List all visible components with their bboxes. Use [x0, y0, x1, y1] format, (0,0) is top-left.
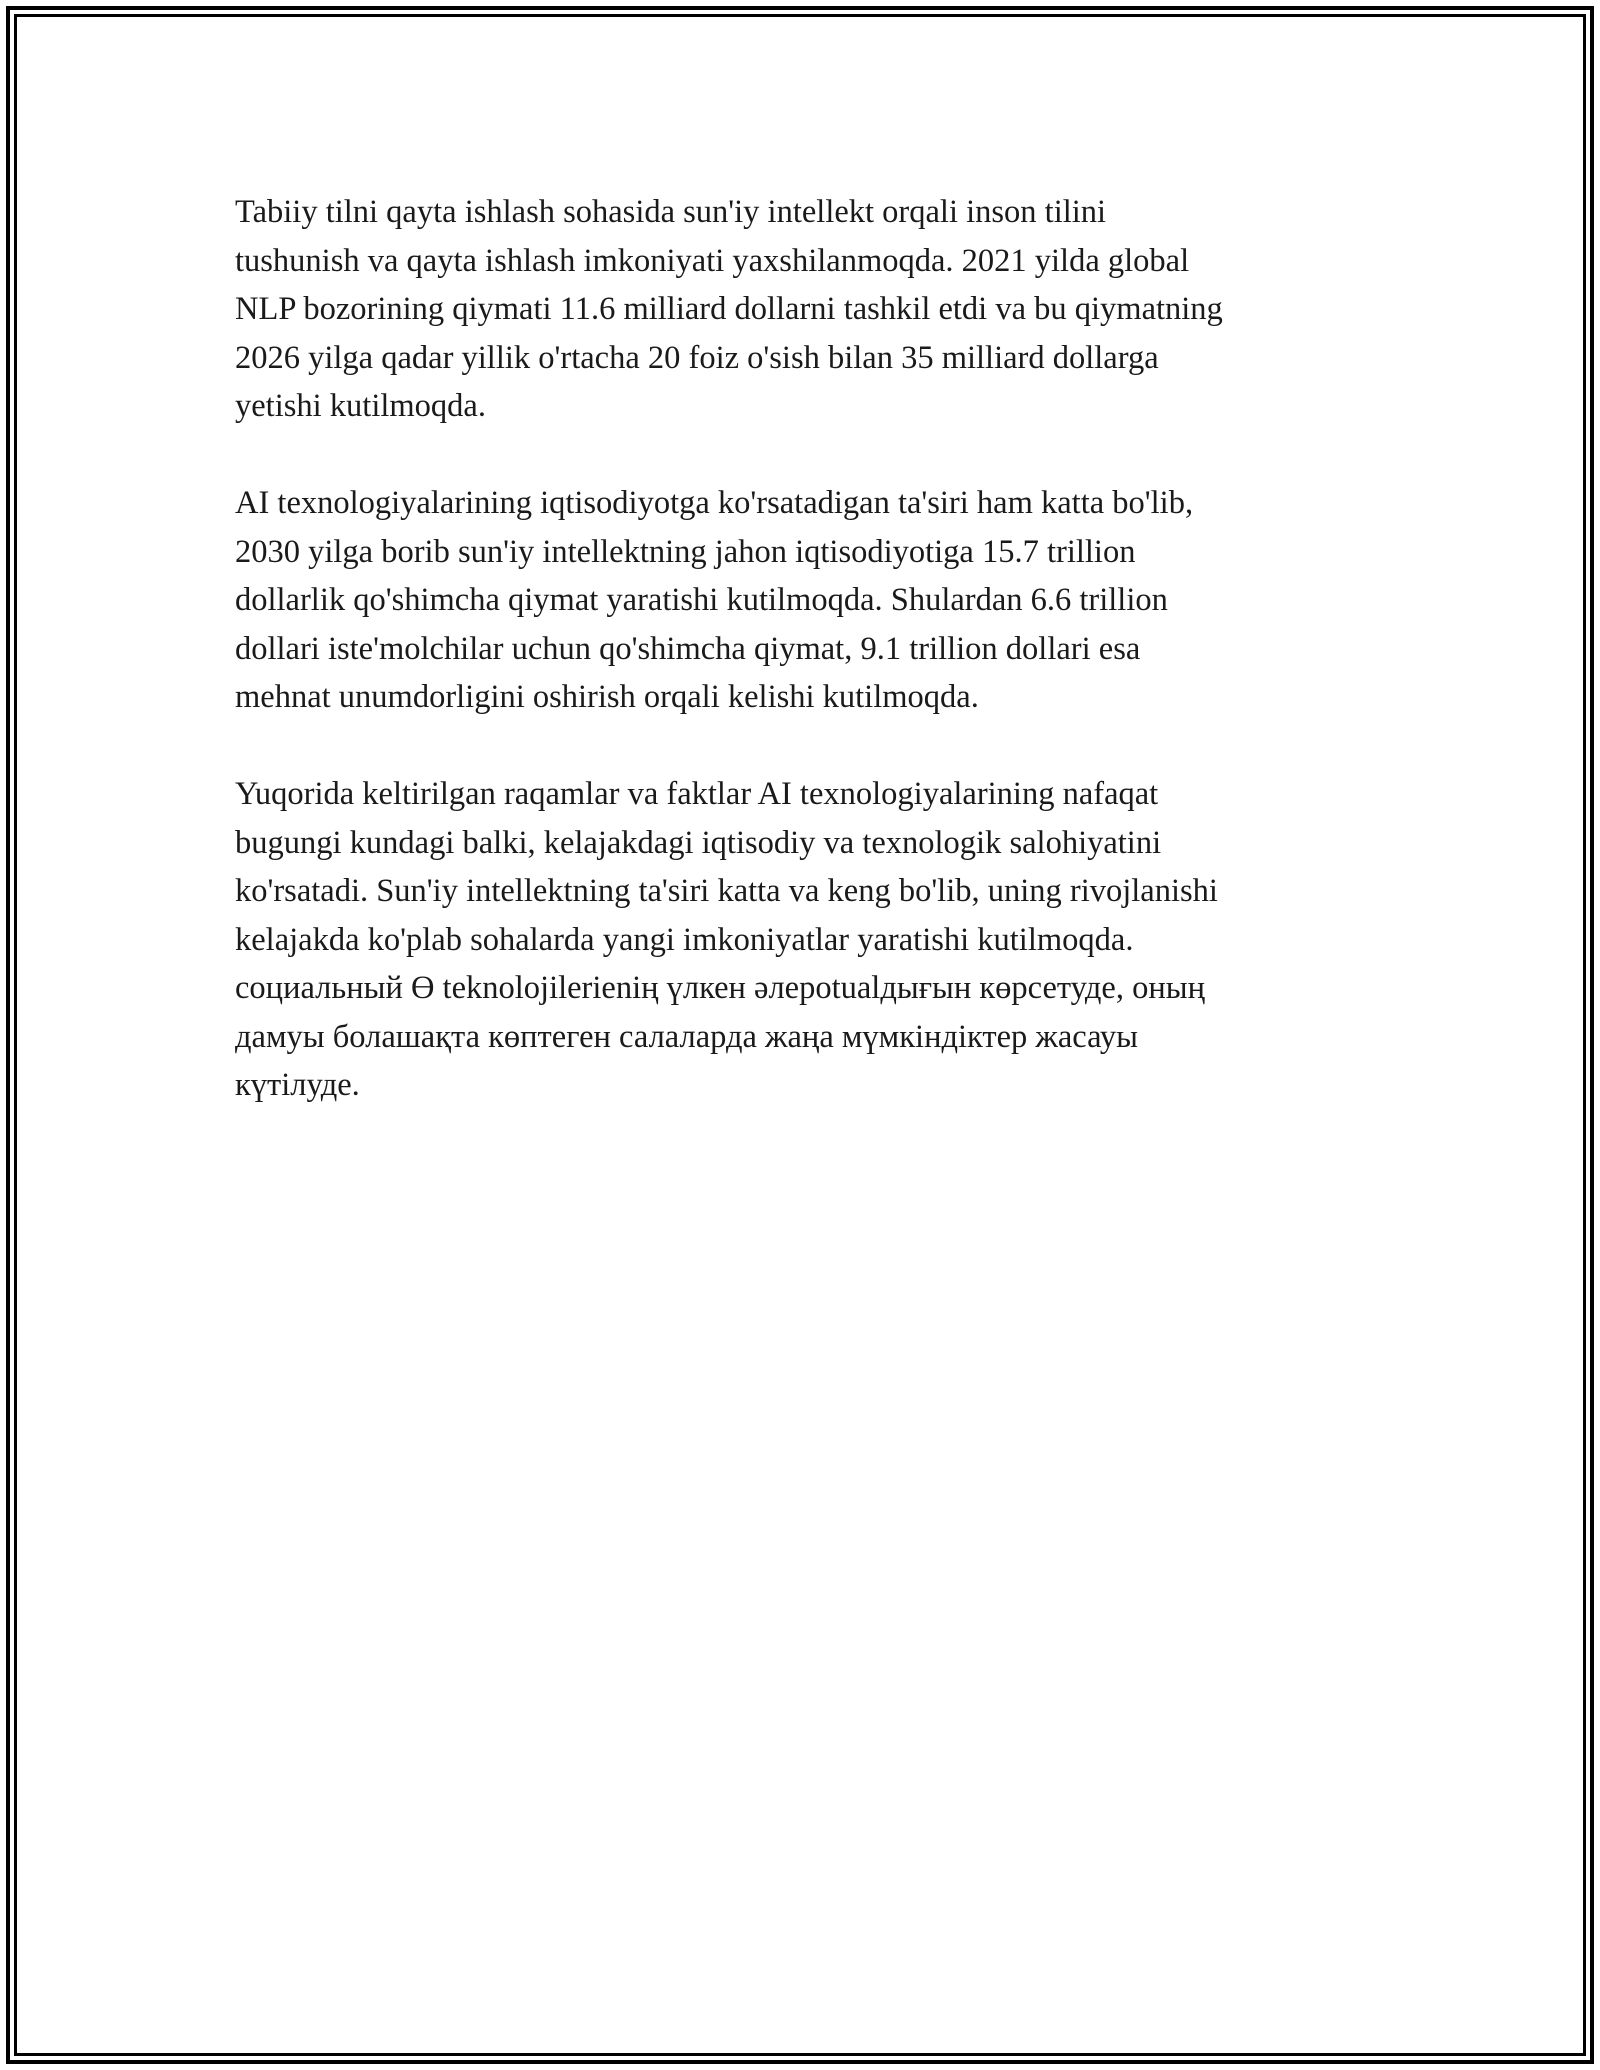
paragraph-conclusion: Yuqorida keltirilgan raqamlar va faktlar AI texnologiyalarining nafaqat bugungi kundagi balki, kelajakdagi iqtisodiy va texnologik salohiyatini ko'rsatadi. Sun'iy intellektning ta'siri katta va keng bo'lib, uning rivojlanishi kelajakda ko'plab sohalarda yangi imkoniyatlar yaratishi kutilmoqda. социальный Ө teknolojilerieniң үлкен әлеpotualдығын көрсетуде, оның дамуы болашақта көптеген салаларда жаңа мүмкіндіктер жасауы күтілуде. — [235, 776, 1218, 1103]
paragraph-nlp-market: Tabiiy tilni qayta ishlash sohasida sun'iy intellekt orqali inson tilini tushunish va qayta ishlash imkoniyati yaxshilanmoqda. 2021 yilda global NLP bozorining qiymati 11.6 milliard dollarni tashkil etdi va bu qiymatning 2026 yilga qadar yillik o'rtacha 20 foiz o'sish bilan 35 milliard dollarga yetishi kutilmoqda. — [235, 194, 1223, 424]
document-body — [235, 188, 1365, 1158]
paragraph-ai-economy: AI texnologiyalarining iqtisodiyotga ko'rsatadigan ta'siri ham katta bo'lib, 2030 yilga borib sun'iy intellektning jahon iqtisodiyotiga 15.7 trillion dollarlik qo'shimcha qiymat yaratishi kutilmoqda. Shulardan 6.6 trillion dollari iste'molchilar uchun qo'shimcha qiymat, 9.1 trillion dollari esa mehnat unumdorligini oshirish orqali kelishi kutilmoqda. — [235, 485, 1194, 715]
